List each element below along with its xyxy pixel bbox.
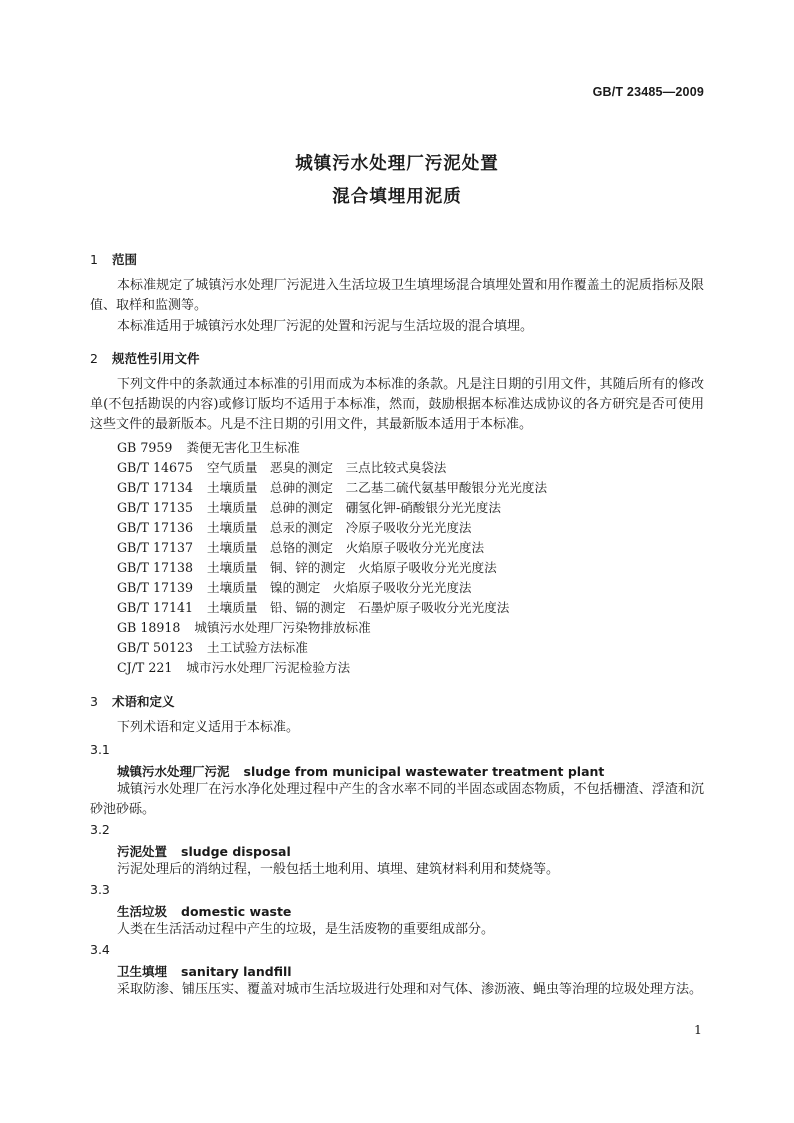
reference-code: GB/T 17134 [117,480,194,495]
term-heading [117,762,604,780]
term-en: sanitary landfill [181,964,292,979]
term-heading [117,902,291,920]
section-3-heading [90,692,175,710]
reference-item [117,538,484,558]
section-title: 术语和定义 [112,694,175,709]
reference-item [117,638,308,658]
reference-title: 土壤质量 镍的测定 火焰原子吸收分光光度法 [207,580,472,595]
term-en: domestic waste [181,904,292,919]
standard-code: GB/T 23485—2009 [592,85,704,99]
reference-item [117,578,472,598]
reference-item [117,478,547,498]
reference-item [117,658,350,678]
term-en: sludge from municipal wastewater treatment plant [243,764,605,779]
term-definition: 污泥处理后的消纳过程，一般包括土地利用、填埋、建筑材料利用和焚烧等。 [117,862,560,877]
reference-title: 空气质量 恶臭的测定 三点比较式臭袋法 [207,460,447,475]
section-2-intro: 下列文件中的条款通过本标准的引用而成为本标准的条款。凡是注日期的引用文件，其随后所有的修改单(不包括勘误的内容)或修订版均不适用于本标准，然而，鼓励根据本标准达成协议的各方研究是否可使用这些文件的最新版本。凡是不注日期的引用文件，其最新版本适用于本标准。 [90,377,704,432]
reference-item [117,598,509,618]
section-2-heading [90,349,200,367]
term-en: sludge disposal [181,844,291,859]
term-definition: 采取防渗、铺压压实、覆盖对城市生活垃圾进行处理和对气体、渗沥液、蝇虫等治理的垃圾处理方法。 [117,982,703,997]
reference-code: GB/T 17141 [117,600,194,615]
reference-title: 城市污水处理厂污泥检验方法 [186,660,351,675]
section-number: 3 [90,694,98,709]
reference-item [117,558,497,578]
reference-item [117,438,300,458]
reference-item [117,498,501,518]
reference-item [117,618,371,638]
reference-code: CJ/T 221 [117,660,173,675]
reference-title: 土壤质量 总砷的测定 二乙基二硫代氨基甲酸银分光光度法 [207,480,548,495]
subsection-number: 3.4 [90,942,110,957]
reference-title: 土壤质量 总铬的测定 火焰原子吸收分光光度法 [207,540,485,555]
term-zh: 城镇污水处理厂污泥 [117,764,230,779]
reference-title: 土工试验方法标准 [207,640,308,655]
section-number: 2 [90,351,98,366]
reference-code: GB/T 17137 [117,540,194,555]
page-number: 1 [694,1022,702,1037]
reference-code: GB/T 50123 [117,640,194,655]
reference-code: GB 18918 [117,620,181,635]
section-title: 范围 [112,252,138,267]
reference-code: GB/T 17138 [117,560,194,575]
term-zh: 污泥处置 [117,844,168,859]
reference-item [117,458,446,478]
reference-title: 土壤质量 总汞的测定 冷原子吸收分光光度法 [207,520,472,535]
reference-title: 粪便无害化卫生标准 [186,440,300,455]
term-zh: 生活垃圾 [117,904,168,919]
section-3-intro: 下列术语和定义适用于本标准。 [117,720,300,735]
reference-code: GB/T 17135 [117,500,194,515]
term-definition: 人类在生活活动过程中产生的垃圾，是生活废物的重要组成部分。 [117,922,495,937]
reference-item [117,518,472,538]
term-definition: 城镇污水处理厂在污水净化处理过程中产生的含水率不同的半固态或固态物质，不包括栅渣、浮渣和沉砂池砂砾。 [90,782,704,817]
document-title-line-2: 混合填埋用泥质 [332,187,462,207]
reference-title: 城镇污水处理厂污染物排放标准 [194,620,371,635]
term-heading [117,842,291,860]
section-title: 规范性引用文件 [112,351,200,366]
term-heading [117,962,292,980]
reference-code: GB 7959 [117,440,173,455]
subsection-number: 3.1 [90,742,110,757]
reference-code: GB/T 17136 [117,520,194,535]
reference-title: 土壤质量 铜、锌的测定 火焰原子吸收分光光度法 [207,560,497,575]
term-zh: 卫生填埋 [117,964,168,979]
section-1-heading [90,250,137,268]
subsection-number: 3.2 [90,822,110,837]
reference-code: GB/T 14675 [117,460,194,475]
reference-title: 土壤质量 总砷的测定 硼氢化钾-硝酸银分光光度法 [207,500,501,515]
section-number: 1 [90,252,98,267]
reference-title: 土壤质量 铅、镉的测定 石墨炉原子吸收分光光度法 [207,600,510,615]
document-title-line-1: 城镇污水处理厂污泥处置 [295,154,499,174]
section-1-paragraph-1: 本标准规定了城镇污水处理厂污泥进入生活垃圾卫生填埋场混合填埋处置和用作覆盖土的泥质指标及限值、取样和监测等。 [90,278,704,313]
subsection-number: 3.3 [90,882,110,897]
reference-code: GB/T 17139 [117,580,194,595]
section-1-paragraph-2: 本标准适用于城镇污水处理厂污泥的处置和污泥与生活垃圾的混合填埋。 [117,319,534,334]
